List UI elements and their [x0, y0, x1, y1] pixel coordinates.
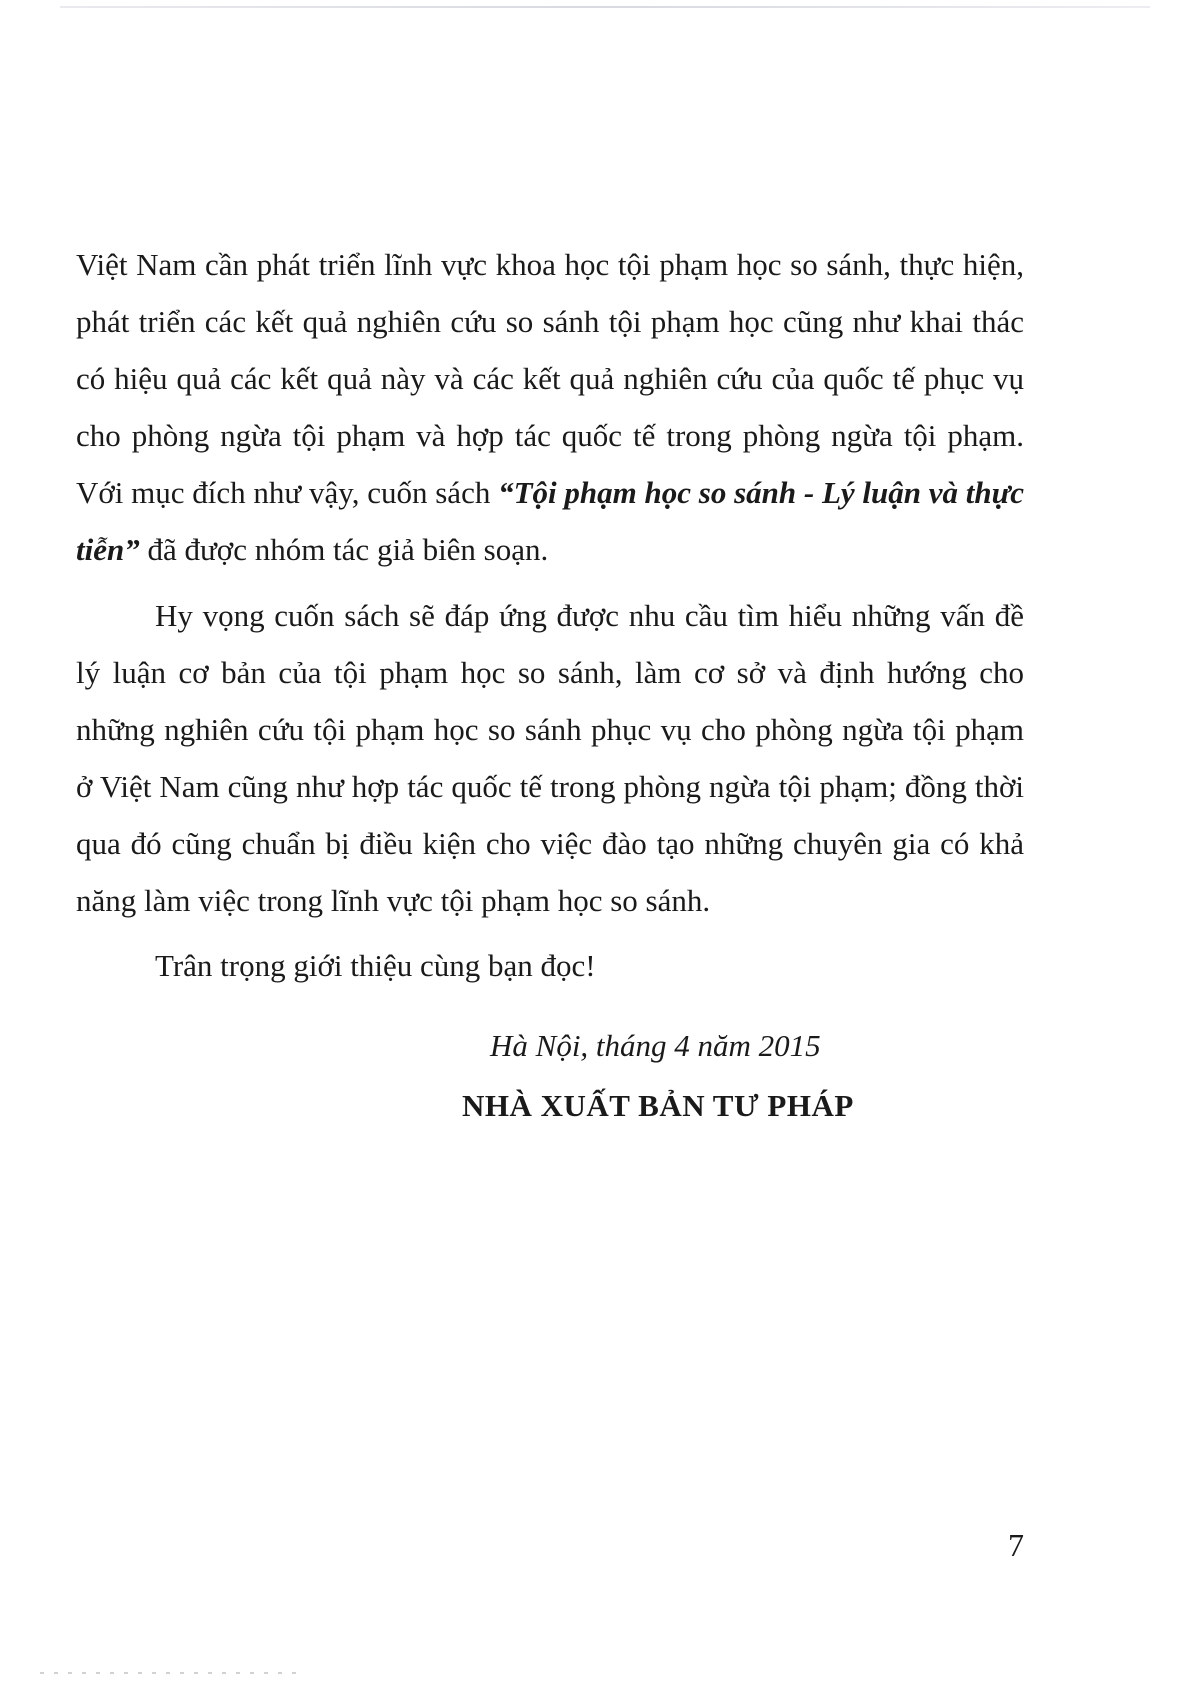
paragraph-1 [76, 236, 1024, 578]
paragraph-1-ending: đã được nhóm tác giả biên soạn. [139, 532, 549, 567]
book-title: “Tội phạm học so sánh - Lý luận và thực tiễn” [76, 475, 1024, 567]
place-date: Hà Nội, tháng 4 năm 2015 [490, 1028, 821, 1063]
paragraph-2: Hy vọng cuốn sách sẽ đáp ứng được nhu cầu tìm hiểu những vấn đề lý luận cơ bản của tội phạm học so sánh, làm cơ sở và định hướng cho những nghiên cứu tội phạm học so sánh phục vụ cho phòng ngừa tội phạm ở Việt Nam cũng như hợp tác quốc tế trong phòng ngừa tội phạm; đồng thời qua đó cũng chuẩn bị điều kiện cho việc đào tạo những chuyên gia có khả năng làm việc trong lĩnh vực tội phạm học so sánh. [76, 598, 1024, 918]
scan-edge-top [60, 6, 1150, 8]
publisher-name: NHÀ XUẤT BẢN TƯ PHÁP [462, 1088, 854, 1123]
page-body [76, 236, 1024, 994]
page-number: 7 [1008, 1527, 1024, 1563]
paragraph-3: Trân trọng giới thiệu cùng bạn đọc! [155, 948, 596, 983]
paragraph-1-text: Việt Nam cần phát triển lĩnh vực khoa học tội phạm học so sánh, thực hiện, phát triển các kết quả nghiên cứu so sánh tội phạm học cũng như khai thác có hiệu quả các kết quả này và các kết quả nghiên cứu của quốc tế phục vụ cho phòng ngừa tội phạm và hợp tác quốc tế trong phòng ngừa tội phạm. Với mục đích như vậy, cuốn sách [76, 247, 1024, 510]
scan-edge-bottom [40, 1672, 300, 1674]
signature-block [462, 1016, 854, 1136]
